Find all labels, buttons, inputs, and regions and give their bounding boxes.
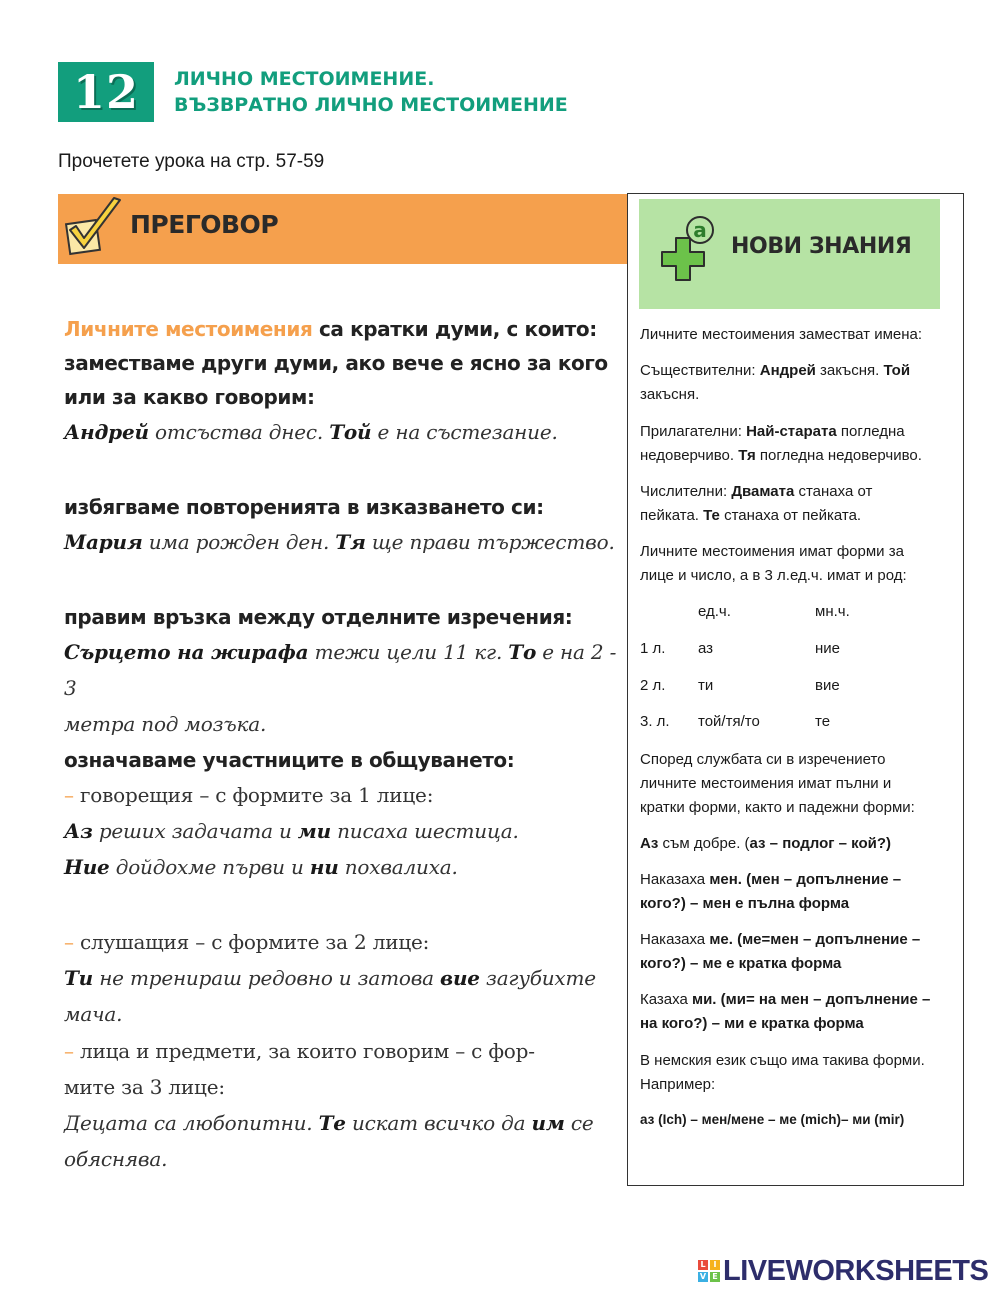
- table-row-3-plural: те: [815, 713, 831, 730]
- table-row-3-person: 3. л.: [640, 713, 670, 730]
- second-person-block: [64, 924, 629, 1032]
- table-row-2-singular: ти: [698, 677, 714, 694]
- example-3: Сърцето на жирафа тежи цели 11 кг. То е на 2 - 3: [64, 640, 617, 700]
- rule-3-text: правим връзка между отделните изречения:: [64, 605, 573, 629]
- lesson-title: [174, 66, 568, 118]
- table-row-2-plural: вие: [815, 677, 840, 694]
- lesson-title-line2: ВЪЗВРАТНО ЛИЧНО МЕСТОИМЕНИЕ: [174, 94, 568, 116]
- table-row-1-person: 1 л.: [640, 640, 666, 657]
- nk-numerals: Числителни: Двамата станаха от пейката. Те станаха от пейката.: [640, 483, 873, 524]
- new-knowledge-title: НОВИ ЗНАНИЯ: [731, 234, 912, 259]
- logo-block-e: E: [710, 1272, 720, 1282]
- table-header-singular: ед.ч.: [698, 603, 731, 620]
- first-person-example-1: Аз реших задачата и ми писаха шестица.: [64, 819, 519, 843]
- review-rule-2: [64, 490, 629, 560]
- rule-1-line1: заместваме други думи, ако вече е ясно за кого: [64, 351, 608, 375]
- logo-blocks-icon: [698, 1260, 720, 1282]
- nk-nouns: Съществителни: Андрей закъсня. Той закъсня.: [640, 362, 911, 403]
- table-row-2-person: 2 л.: [640, 677, 666, 694]
- review-rule-3: [64, 600, 629, 742]
- example-3-line2: метра под мозъка.: [64, 712, 267, 736]
- first-person-example-2: Ние дойдохме първи и ни похвалиха.: [64, 855, 458, 879]
- review-rule-4: [64, 743, 629, 885]
- review-title: ПРЕГОВОР: [130, 210, 279, 239]
- logo-block-i: I: [710, 1260, 720, 1270]
- nk-example-3: Наказаха ме. (ме=мен – допълнение – кого?) – ме е кратка форма: [640, 931, 921, 972]
- example-1: Андрей отсъства днес. Той е на състезание.: [64, 420, 558, 444]
- plus-letter-icon: [648, 210, 720, 290]
- liveworksheets-logo: [698, 1254, 988, 1288]
- third-person-example-line2: обяснява.: [64, 1147, 168, 1171]
- third-person-example: Децата са любопитни. Те искат всичко да им се: [64, 1111, 594, 1135]
- nk-example-4: Казаха ми. (ми= на мен – допълнение – на кого?) – ми е кратка форма: [640, 991, 931, 1032]
- nk-german-example: аз (Ich) – мен/мене – ме (mich)– ми (mir): [640, 1112, 905, 1127]
- intro-accent: Личните местоимения: [64, 317, 313, 341]
- example-2: Мария има рожден ден. Тя ще прави тържество.: [64, 530, 615, 554]
- rule-2-text: избягваме повторенията в изказването си:: [64, 495, 544, 519]
- intro-rest: са кратки думи, с които:: [312, 317, 597, 341]
- second-person-example: Ти не тренираш редовно и затова вие загубихте мача.: [64, 966, 596, 1026]
- nk-forms: Личните местоимения имат форми за лице и число, а в 3 л.ед.ч. имат и род:: [640, 543, 907, 584]
- rule-1-line2: или за какво говорим:: [64, 385, 315, 409]
- table-row-1-plural: ние: [815, 640, 841, 657]
- third-person-label: – лица и предмети, за които говорим – с фор-: [64, 1039, 535, 1063]
- nk-intro: Личните местоимения заместват имена:: [640, 326, 923, 343]
- nk-service: Според службата си в изречението личните местоимения имат пълни и кратки форми, както и падежни форми:: [640, 751, 915, 816]
- plus-letter-icon-letter: a: [693, 218, 707, 242]
- rule-4-text: означаваме участниците в общуването:: [64, 748, 515, 772]
- logo-block-v: V: [699, 1272, 707, 1281]
- logo-block-l: L: [698, 1260, 708, 1270]
- table-row-1-singular: аз: [698, 640, 714, 657]
- nk-adjectives: Прилагателни: Най-старата погледна недоверчиво. Тя погледна недоверчиво.: [640, 423, 922, 464]
- first-person-label: – говорещия – с формите за 1 лице:: [64, 783, 434, 807]
- third-person-block: [64, 1033, 629, 1177]
- lesson-title-line1: ЛИЧНО МЕСТОИМЕНИЕ.: [174, 68, 435, 90]
- nk-example-1: Аз съм добре. (аз – подлог – кой?): [640, 835, 892, 852]
- lesson-number: 12: [72, 65, 139, 119]
- second-person-label: – слушащия – с формите за 2 лице:: [64, 930, 430, 954]
- table-row-3-singular: той/тя/то: [698, 713, 760, 730]
- third-person-label-line2: мите за 3 лице:: [64, 1075, 225, 1099]
- checkmark-icon: [62, 196, 128, 258]
- lesson-number-badge: [58, 62, 154, 122]
- review-intro: [64, 312, 629, 450]
- instruction-text: Прочетете урока на стр. 57-59: [58, 151, 325, 172]
- table-header-plural: мн.ч.: [815, 603, 850, 620]
- nk-example-2: Наказаха мен. (мен – допълнение – кого?) – мен е пълна форма: [640, 871, 902, 912]
- nk-german: В немския език също има такива форми. Например:: [640, 1052, 925, 1093]
- logo-text: LIVEWORKSHEETS: [723, 1254, 989, 1287]
